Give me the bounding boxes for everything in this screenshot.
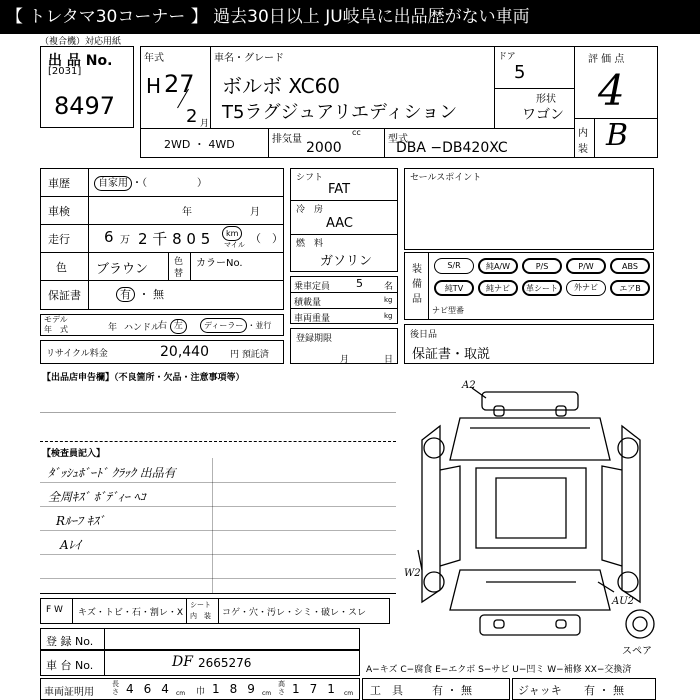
interior-score: B — [606, 118, 629, 153]
warranty-label: 保証書 — [48, 289, 81, 302]
equipment-item: 純TV — [434, 280, 474, 296]
note-line-2: 全周ｷｽﾞ ﾎﾞﾃﾞｨｰ ﾍｺ — [48, 490, 146, 504]
year-label: 年式 — [144, 53, 164, 64]
history-value: 自家用 ・（ ） — [94, 174, 207, 191]
jack-label: ジャッキ — [518, 684, 562, 697]
doors-value: 5 — [514, 62, 526, 83]
chassis-label: 車 台 No. — [46, 659, 94, 672]
seat-label-1: シート — [190, 601, 211, 609]
width-label: 巾 — [196, 687, 206, 697]
length-unit: cm — [176, 690, 186, 697]
equipment-item: 純ナビ — [478, 280, 518, 296]
equipment-item: 外ナビ — [566, 280, 606, 296]
damage-legend: A−キズ C−腐食 E−エクボ S−サビ U−凹ミ W−補修 XX−交換済 — [366, 665, 632, 675]
mileage-rest: 2 千 8 0 5 — [138, 230, 211, 248]
equipment-item: ABS — [610, 258, 650, 274]
model-year-label-2: 年 式 — [44, 325, 68, 334]
car-name-label: 車名・グレード — [214, 53, 284, 64]
damage-mark-a2: A2 — [462, 380, 476, 391]
form-note: （複合機）対応用紙 — [40, 37, 122, 47]
expiry-day: 日 — [384, 355, 394, 365]
weight-unit: kg — [384, 312, 393, 320]
shape-value: ワゴン — [522, 107, 564, 123]
height-digits: 171 — [292, 682, 345, 696]
chassis-prefix: DF — [172, 654, 193, 670]
equipment-item: エアB — [610, 280, 650, 296]
fuel-label: 燃 料 — [296, 239, 324, 249]
capacity-label: 乗車定員 — [294, 282, 331, 292]
lot-number: 8497 — [54, 92, 116, 120]
reg-no-label: 登 録 No. — [46, 635, 94, 648]
lot-number-label: 出 品 No. — [48, 53, 113, 69]
lot-code: [2031] — [48, 66, 82, 77]
car-damage-diagram — [400, 370, 670, 660]
doors-label: ドア — [498, 52, 516, 62]
equipment-item: S/R — [434, 258, 474, 274]
grade: T5ラグジュアリエディション — [222, 102, 458, 123]
import-options: ディーラー ・並行 — [200, 318, 271, 333]
note-line-4: Aﾚｲ — [60, 538, 81, 552]
shift-label: シフト — [296, 173, 324, 183]
equipment-item: P/W — [566, 258, 606, 274]
mileage-man-unit: 万 — [120, 235, 130, 246]
interior-label-1: 内 — [578, 128, 588, 139]
car-name: ボルボ XC60 — [222, 74, 341, 98]
navi-type-label: ナビ型番 — [432, 306, 464, 315]
mileage-man: 6 — [104, 228, 114, 246]
damage-mark-au2: AU2 — [612, 596, 635, 607]
year-era: H — [146, 74, 162, 98]
year-value: 27 — [164, 70, 195, 98]
equipment-item: 純A/W — [478, 258, 518, 274]
recycle-amount: 20,440 — [160, 344, 209, 360]
load-label: 積載量 — [294, 298, 322, 308]
length-digits: 464 — [126, 682, 179, 696]
model-year-label-1: モデル — [44, 315, 68, 324]
history-label: 車歴 — [48, 177, 70, 190]
size-label: 車両証明用 — [44, 687, 94, 698]
interior-label-2: 装 — [578, 144, 588, 155]
month-unit: 月 — [200, 119, 210, 129]
ac-value: AAC — [326, 216, 353, 231]
note-line-3: Rﾙｰﾌ ｷｽﾞ — [56, 514, 105, 528]
chassis-number: 2665276 — [198, 656, 252, 670]
drive-type: 2WD ・ 4WD — [164, 138, 235, 151]
fw-label: F W — [46, 605, 63, 615]
displacement-unit: cc — [352, 128, 361, 137]
ac-label: 冷 房 — [296, 205, 324, 215]
mileage-unit-mile: マイル — [224, 241, 245, 249]
inspection-label: 車検 — [48, 205, 70, 218]
displacement-label: 排気量 — [272, 134, 302, 145]
handle-label: ハンドル — [124, 323, 161, 333]
equipment-item: P/S — [522, 258, 562, 274]
color-change-2: 替 — [174, 269, 184, 279]
fw-options: キズ・トビ・石・割レ・X — [78, 608, 183, 618]
mileage-paren: （ ） — [250, 232, 283, 245]
later-items-label: 後日品 — [410, 330, 438, 340]
inspection-year: 年 — [182, 207, 192, 218]
seller-notes-label: 【出品店申告欄】（不良箇所・欠品・注意事項等） — [42, 373, 245, 383]
header-banner: 【 トレタマ30コーナー 】 過去30日以上 JU岐阜に出品歴がない車両 — [0, 0, 700, 34]
seat-options: コゲ・穴・汚レ・シミ・破レ・スレ — [222, 608, 367, 618]
seat-label-2: 内 装 — [190, 612, 211, 620]
tools-options: 有 ・ 無 — [432, 684, 472, 697]
expiry-label: 登録期限 — [296, 334, 333, 344]
color-no-label: カラーNo. — [196, 258, 243, 269]
mileage-unit-km: km — [222, 226, 242, 241]
weight-label: 車両重量 — [294, 314, 331, 324]
spare-label: スペア — [622, 646, 652, 657]
score-value: 4 — [598, 66, 625, 115]
capacity-unit: 名 — [384, 282, 394, 292]
month-value: 2 — [186, 106, 198, 127]
model-year-unit: 年 — [108, 323, 118, 333]
model-value: DBA −DB420XC — [396, 140, 508, 156]
damage-mark-w2: W2 — [404, 568, 421, 579]
score-label: 評 価 点 — [588, 54, 625, 65]
shape-label: 形状 — [536, 94, 556, 105]
recycle-label: リサイクル料金 — [46, 349, 108, 359]
sales-point-label: セールスポイント — [410, 173, 482, 183]
load-unit: kg — [384, 296, 393, 304]
width-unit: cm — [262, 690, 272, 697]
model-label: 型式 — [388, 134, 408, 145]
fuel-value: ガソリン — [320, 254, 373, 269]
jack-options: 有 ・ 無 — [584, 684, 624, 697]
mileage-label: 走行 — [48, 233, 70, 246]
height-unit: cm — [344, 690, 354, 697]
note-line-1: ﾀﾞｯｼｭﾎﾞｰﾄﾞ ｸﾗｯｸ 出品有 — [48, 466, 176, 480]
length-label: 長さ — [112, 680, 119, 696]
width-digits: 189 — [212, 682, 265, 696]
warranty-options: 有 ・ 無 — [116, 286, 164, 302]
height-label: 高さ — [278, 680, 285, 696]
recycle-unit: 円 預託済 — [230, 350, 269, 360]
equipment-label: 装備品 — [412, 264, 422, 305]
capacity-value: 5 — [356, 277, 363, 290]
handle-options: 右 左 — [158, 318, 187, 334]
expiry-month: 月 — [340, 355, 350, 365]
equipment-item: 革シート — [522, 280, 562, 296]
shift-value: FAT — [328, 182, 351, 197]
displacement-value: 2000 — [306, 140, 342, 156]
color-label: 色 — [56, 261, 67, 274]
color-value: ブラウン — [96, 262, 149, 277]
later-items-value: 保証書・取説 — [412, 347, 491, 362]
tools-label: 工 具 — [370, 684, 403, 697]
inspector-notes-label: 【検査員記入】 — [42, 449, 106, 459]
color-change-1: 色 — [174, 257, 184, 267]
inspection-month: 月 — [250, 207, 260, 218]
